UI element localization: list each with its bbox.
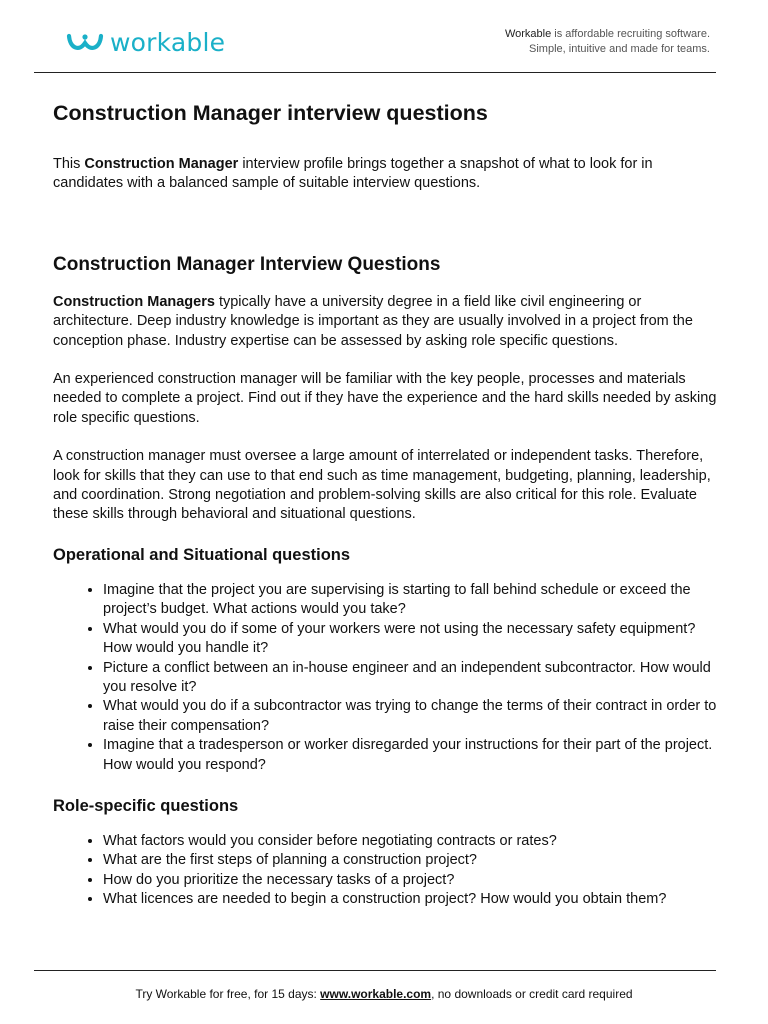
tagline — [505, 27, 710, 57]
list-item: • What are the first steps of planning a construction project? — [103, 851, 723, 870]
intro-pre: This — [53, 156, 85, 172]
list-item: • What would you do if some of your workers were not using the necessary safety equipment? How would you handle it? — [103, 620, 723, 659]
page-footer — [0, 987, 768, 1001]
paragraph-2: An experienced construction manager will be familiar with the key people, processes and materials needed to complete a project. Find out if they have the experience and the hard skills needed by asking role specific questions. — [53, 371, 717, 426]
document-body — [53, 97, 723, 930]
footer-link[interactable]: www.workable.com — [320, 987, 432, 1001]
list-item: • Picture a conflict between an in-house engineer and an independent subcontractor. How would you resolve it? — [103, 659, 723, 698]
footer-divider — [34, 970, 716, 971]
spacer — [53, 213, 723, 252]
tagline-brand: Workable — [504, 28, 552, 40]
intro-post: interview profile brings together a snapshot of what to look for in candidates with a balanced sample of suitable interview questions. — [53, 156, 653, 192]
page-header — [0, 0, 768, 72]
page-title: Construction Manager interview questions — [53, 101, 488, 125]
tagline-text: is affordable recruiting software. — [551, 28, 710, 40]
paragraph-1 — [53, 293, 723, 351]
operational-heading: Operational and Situational questions — [53, 545, 351, 564]
list-item: • What would you do if a subcontractor was trying to change the terms of their contract in order to raise their compensation? — [103, 697, 723, 736]
workable-logo[interactable] — [66, 28, 225, 58]
list-item: • How do you prioritize the necessary tasks of a project? — [103, 871, 723, 890]
workable-logo-icon — [66, 31, 104, 55]
paragraph-1-text: typically have a university degree in a field like civil engineering or architecture. Deep industry knowledge is important as they are usually involved in a project from the conception phase. Industry expertise can be assessed by asking role specific questions. — [53, 293, 693, 349]
intro-paragraph — [53, 155, 723, 194]
list-item: • What licences are needed to begin a construction project? How would you obtain them? — [103, 890, 723, 909]
tagline-line2: Simple, intuitive and made for teams. — [529, 43, 710, 55]
section-heading: Construction Manager Interview Questions — [53, 253, 441, 275]
logo-text: workable — [110, 28, 226, 57]
operational-list — [53, 581, 723, 775]
intro-bold: Construction Manager — [84, 156, 239, 172]
footer-pre: Try Workable for free, for 15 days: — [135, 987, 321, 1001]
list-item: • Imagine that the project you are supervising is starting to fall behind schedule or exceed the project’s budget. What actions would you take? — [103, 581, 723, 620]
role-specific-list — [53, 832, 723, 910]
paragraph-3: A construction manager must oversee a large amount of interrelated or independent tasks. Therefore, look for skills that they can use to that end such as time management, budgeting, planning, leadership, and coordination. Strong negotiation and problem-solving skills are also critical for this role. Evaluate these skills through behavioral and situational questions. — [53, 448, 711, 523]
header-divider — [34, 72, 716, 73]
paragraph-1-bold: Construction Managers — [53, 293, 215, 310]
role-specific-heading: Role-specific questions — [53, 796, 239, 815]
footer-post: , no downloads or credit card required — [431, 987, 633, 1001]
list-item: • What factors would you consider before negotiating contracts or rates? — [103, 832, 723, 851]
list-item: • Imagine that a tradesperson or worker disregarded your instructions for their part of the project. How would you respond? — [103, 736, 723, 775]
